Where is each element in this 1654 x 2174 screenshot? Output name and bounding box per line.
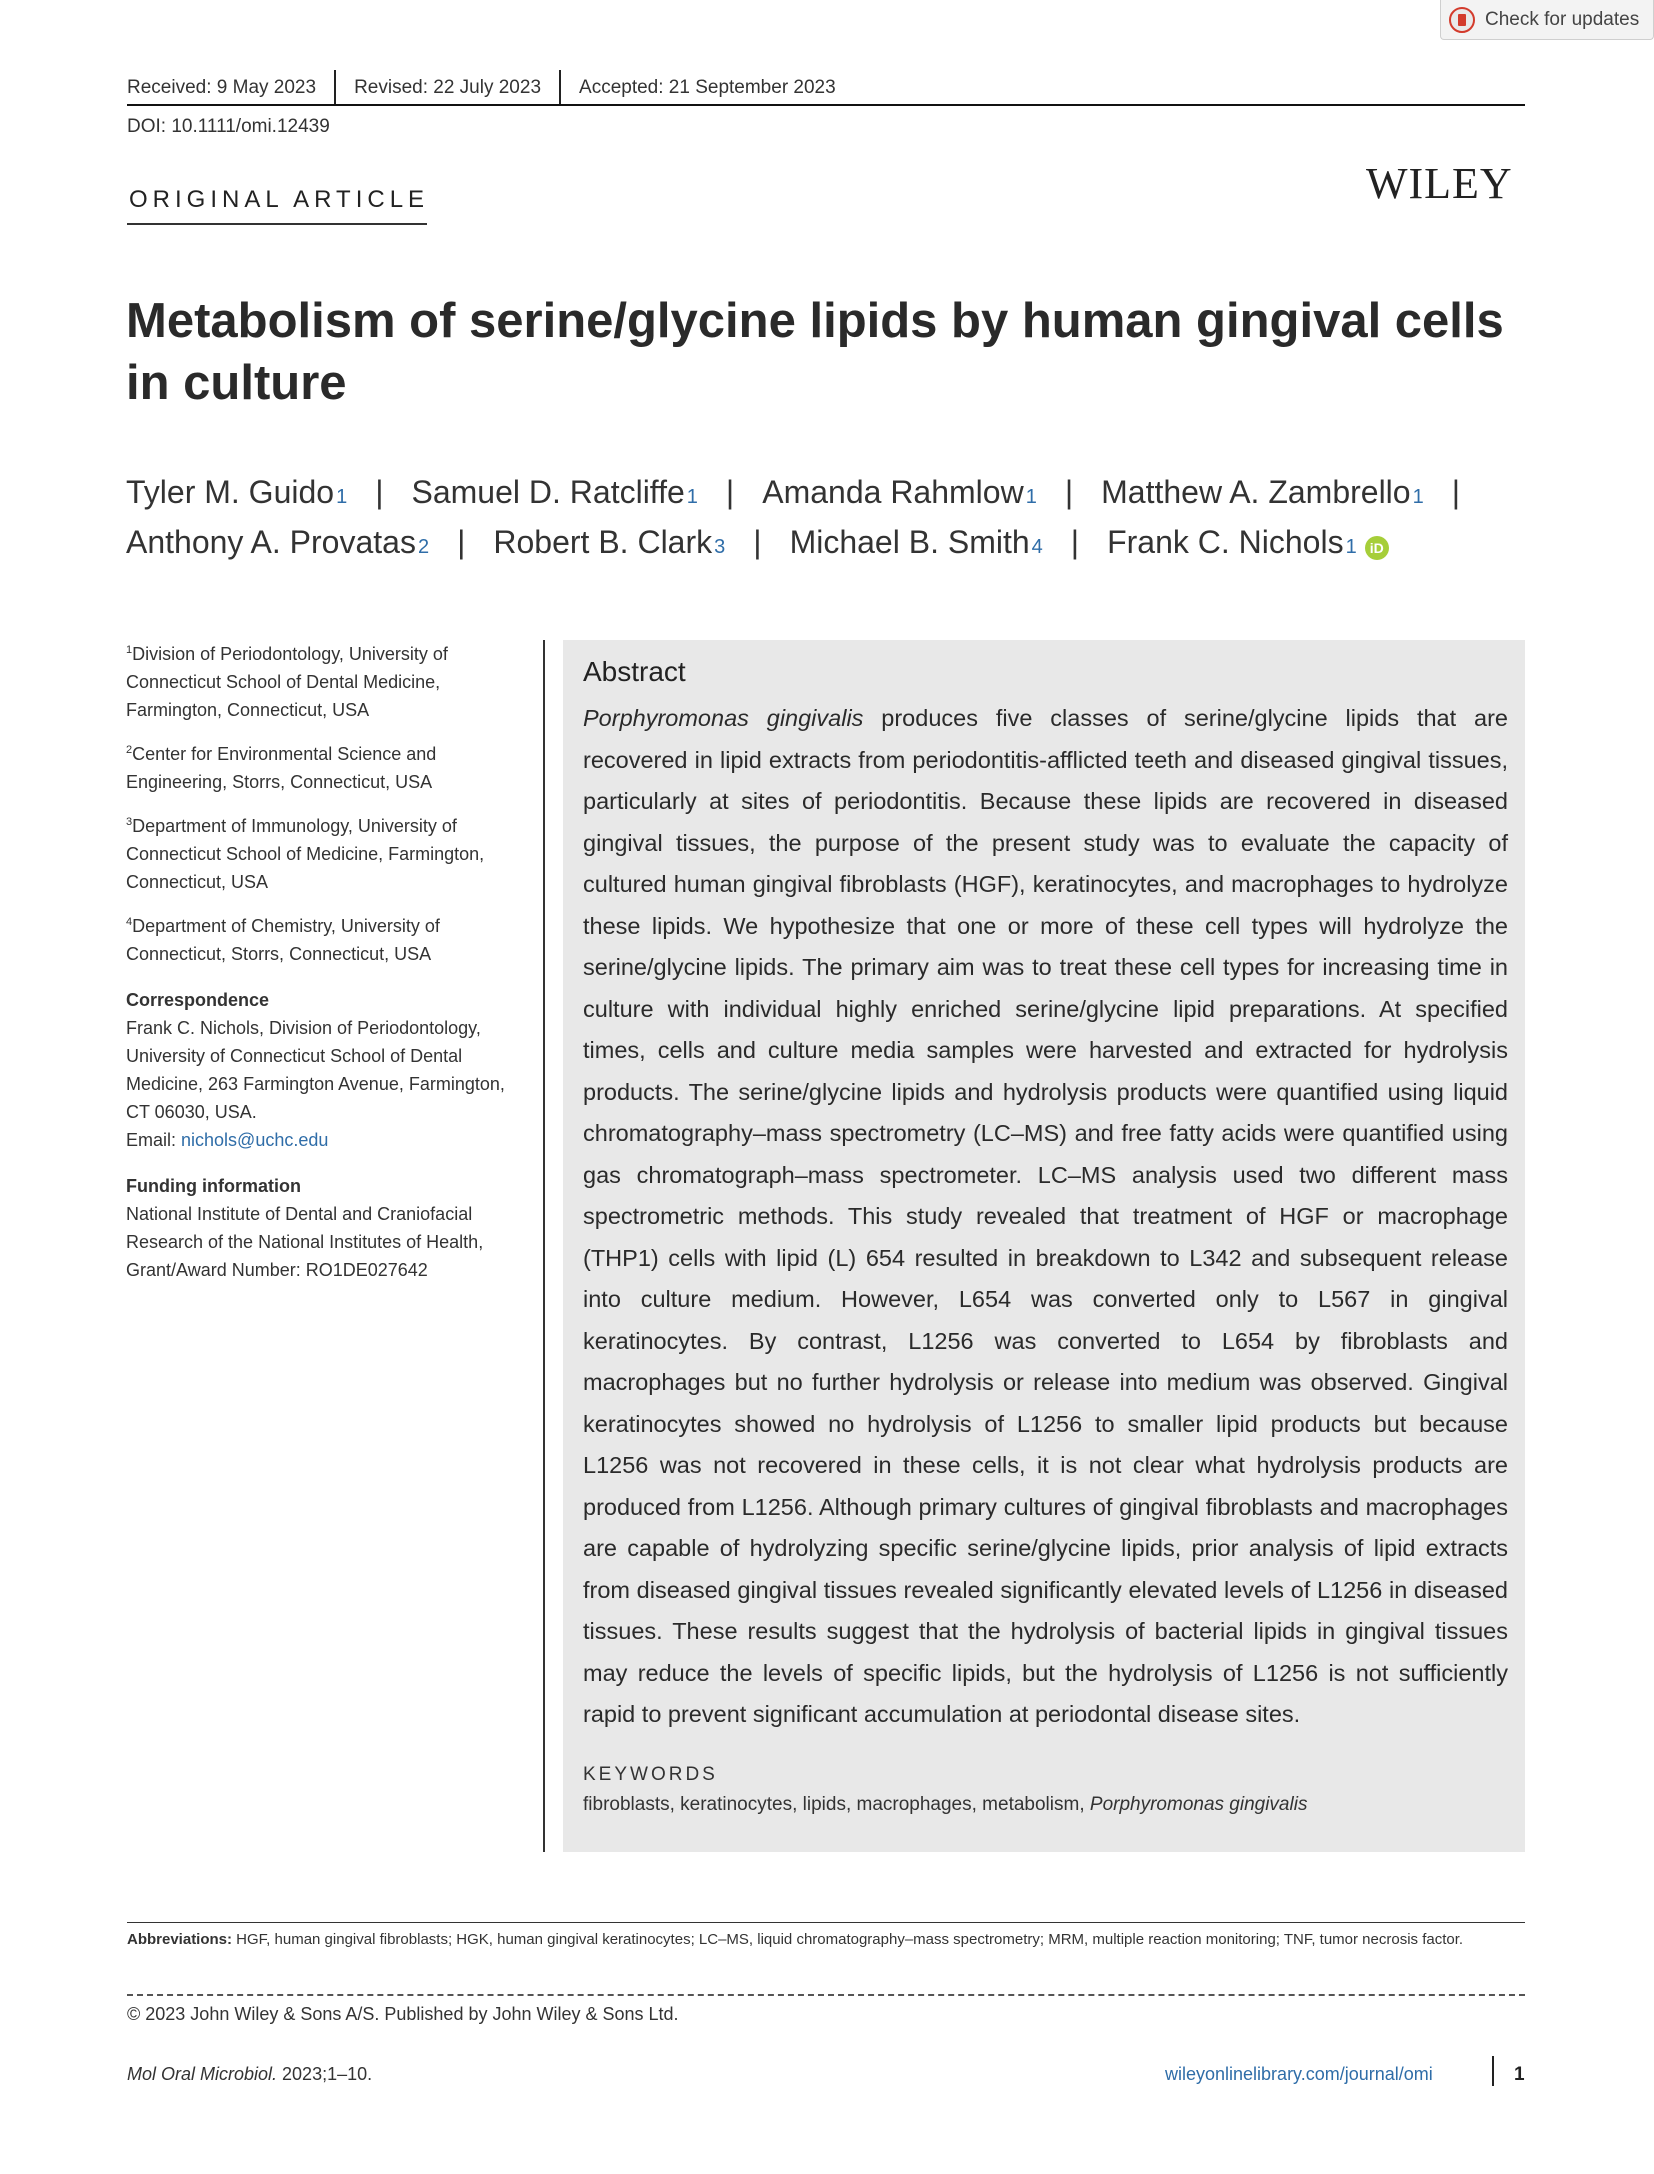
check-for-updates-button[interactable]: [1440, 0, 1654, 40]
doi[interactable]: DOI: 10.1111/omi.12439: [127, 116, 330, 137]
author-separator: |: [1070, 524, 1080, 560]
author-name[interactable]: Michael B. Smith: [789, 524, 1030, 560]
keywords-text: fibroblasts, keratinocytes, lipids, macrophages, metabolism,: [583, 1794, 1090, 1815]
journal-url-link[interactable]: wileyonlinelibrary.com/journal/omi: [1165, 2064, 1433, 2084]
affiliation-text: Department of Chemistry, University of Connecticut, Storrs, Connecticut, USA: [126, 916, 440, 964]
copyright-dashed-rule: [127, 1994, 1525, 1996]
keywords-species: Porphyromonas gingivalis: [1089, 1794, 1308, 1815]
abstract-heading: Abstract: [583, 656, 686, 687]
page-number: 1: [1514, 2064, 1525, 2085]
check-for-updates-label: Check for updates: [1485, 8, 1640, 30]
author-separator: |: [375, 474, 384, 510]
author-name[interactable]: Samuel D. Ratcliffe: [411, 474, 685, 510]
email-label: Email:: [126, 1130, 182, 1150]
correspondence-text: [126, 1014, 516, 1154]
affiliation-number: 2: [126, 744, 133, 756]
citation-details: 2023;1–10.: [277, 2064, 373, 2084]
affiliation: [126, 908, 516, 968]
header-rule: [127, 104, 1525, 106]
abstract-body: produces five classes of serine/glycine lipids that are recovered in lipid extracts from periodontitis-afflicted teeth and diseased gingival tissues, particularly at sites of periodontitis. Because these lipids are recovered in diseased gingival tissues, the purpose of the present study was to evaluate the capacity of cultured human gingival fibroblasts (HGF), keratinocytes, and macrophages to hydrolyze these lipids. We hypothesize that one or more of these cell types will hydrolyze the serine/glycine lipids. The primary aim was to treat these cell types for increasing time in culture with individual highly enriched serine/glycine lipid preparations. At specified times, cells and culture media samples were harvested and extracted for hydrolysis products. The serine/glycine lipids and hydrolysis products were quantified using liquid chromatography–mass spectrometry (LC–MS) and free fatty acids were quantified using gas chromatograph–mass spectrometer. LC–MS analysis used two different mass spectrometric methods. This study revealed that treatment of HGF or macrophage (THP1) cells with lipid (L) 654 resulted in breakdown to L342 and subsequent release into culture medium. However, L654 was converted only to L567 in gingival keratinocytes. By contrast, L1256 was converted to L654 by fibroblasts and macrophages but no further hydrolysis or release into medium was observed. Gingival keratinocytes showed no hydrolysis of L1256 to smaller lipid products but because L1256 was not recovered in these cells, it is not clear what hydrolysis products are produced from L1256. Although primary cultures of gingival fibroblasts and macrophages are capable of hydrolyzing specific serine/glycine lipids, prior analysis of lipid extracts from diseased gingival tissues revealed significantly elevated levels of L1256 in diseased tissues. These results suggest that the hydrolysis of bacterial lipids in gingival tissues may reduce the levels of specific lipids, but the hydrolysis of L1256 is not sufficiently rapid to prevent significant accumulation at periodontal disease sites.: [583, 705, 1508, 1727]
affiliation-text: Division of Periodontology, University of Connecticut School of Dental Medicine, Farmington, Connecticut, USA: [126, 644, 448, 720]
article-info-column: [126, 636, 516, 1284]
abbreviations: [127, 1928, 1525, 1952]
author-name[interactable]: Amanda Rahmlow: [762, 474, 1024, 510]
author-separator: |: [457, 524, 466, 560]
keywords-heading: KEYWORDS: [583, 1764, 718, 1785]
affiliation: [126, 808, 516, 896]
author-list-line-1: Tyler M. Guido 1 | Samuel D. Ratcliffe 1 | Amanda Rahmlow 1 | Matthew A. Zambrello 1 |: [126, 474, 1461, 510]
affiliation-text: Center for Environmental Science and Engineering, Storrs, Connecticut, USA: [126, 744, 437, 792]
article-type-rule: [127, 223, 427, 225]
journal-name: Mol Oral Microbiol.: [127, 2064, 278, 2084]
copyright: © 2023 John Wiley & Sons A/S. Published by John Wiley & Sons Ltd.: [127, 2004, 679, 2024]
accepted-date: Accepted: 21 September 2023: [579, 77, 836, 98]
author-separator: |: [753, 524, 762, 560]
affiliation: [126, 736, 516, 796]
author-name[interactable]: Robert B. Clark: [493, 524, 713, 560]
orcid-icon[interactable]: iD: [1365, 536, 1389, 560]
funding-text: National Institute of Dental and Craniofacial Research of the National Institutes of Health, Grant/Award Number: RO1DE027642: [126, 1204, 484, 1280]
abstract-species-name: Porphyromonas gingivalis: [583, 705, 864, 731]
keywords-list: [583, 1794, 1307, 1816]
bookmark-icon: [1449, 7, 1475, 33]
author-name[interactable]: Matthew A. Zambrello: [1101, 474, 1411, 510]
abbreviations-rule: [127, 1922, 1525, 1923]
author-name[interactable]: Anthony A. Provatas: [126, 524, 416, 560]
author-name[interactable]: Tyler M. Guido: [126, 474, 335, 510]
affiliation-text: Department of Immunology, University of Connecticut School of Medicine, Farmington, Connecticut, USA: [126, 816, 485, 892]
journal-citation: [127, 2064, 372, 2085]
author-separator: |: [725, 474, 735, 510]
author-separator: |: [1451, 474, 1461, 510]
revised-date: Revised: 22 July 2023: [354, 77, 542, 98]
article-title: Metabolism of serine/glycine lipids by human gingival cells in culture: [126, 294, 1504, 410]
abbreviations-label: Abbreviations:: [127, 1931, 233, 1948]
author-name[interactable]: Frank C. Nichols: [1107, 524, 1344, 560]
affiliation-number: 1: [126, 644, 133, 656]
publisher-logo: WILEY: [1366, 159, 1513, 208]
affiliation-number: 4: [126, 916, 133, 928]
author-list-line-2: Anthony A. Provatas 2 | Robert B. Clark 3 | Michael B. Smith 4 | Frank C. Nichols 1 iD: [126, 524, 1389, 561]
author-separator: |: [1064, 474, 1074, 510]
received-date: Received: 9 May 2023: [127, 77, 317, 98]
affiliation: [126, 636, 516, 724]
article-dates: [127, 70, 854, 106]
email-link[interactable]: nichols@uchc.edu: [181, 1130, 329, 1150]
column-divider: [543, 640, 545, 1852]
footer-separator: [1492, 2056, 1494, 2086]
article-type: ORIGINAL ARTICLE: [129, 186, 430, 213]
affiliation-number: 3: [126, 816, 133, 828]
abbreviations-text: HGF, human gingival fibroblasts; HGK, human gingival keratinocytes; LC–MS, liquid chromatography–mass spectrometry; MRM, multiple reaction monitoring; TNF, tumor necrosis factor.: [232, 1931, 1464, 1948]
correspondence-address: Frank C. Nichols, Division of Periodontology, University of Connecticut School of Dental Medicine, 263 Farmington Avenue, Farmington, CT 06030, USA.: [126, 1018, 505, 1122]
abstract-text: [583, 698, 1508, 1736]
correspondence-heading: Correspondence: [126, 990, 270, 1010]
funding-heading: Funding information: [126, 1176, 301, 1196]
